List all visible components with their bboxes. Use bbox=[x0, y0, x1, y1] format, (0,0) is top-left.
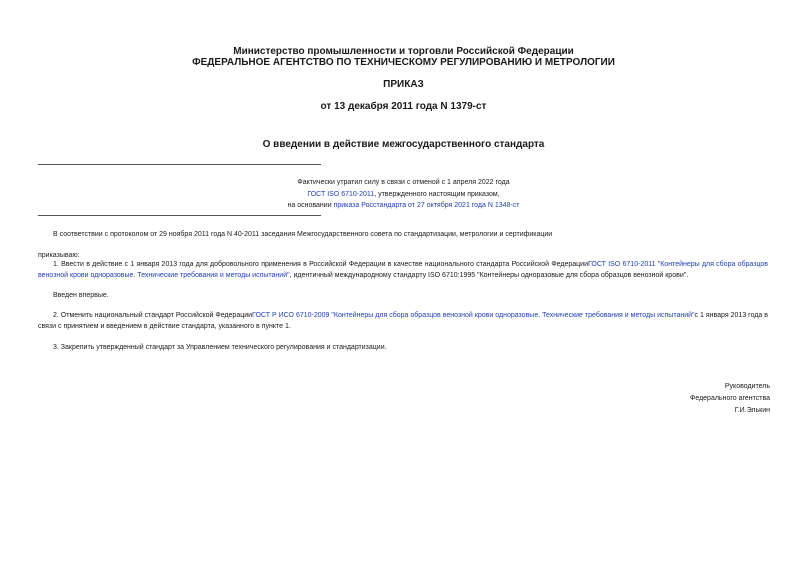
status-note-standard-link[interactable]: ГОСТ ISO 6710-2011 bbox=[307, 191, 375, 198]
doc-type-heading: ПРИКАЗ bbox=[383, 79, 424, 90]
item-1-suffix: , идентичный международному стандарту ISO 6710:1995 "Контейнеры одноразовые для сбора образцов венозной крови". bbox=[289, 272, 689, 279]
date-number-heading: от 13 декабря 2011 года N 1379-ст bbox=[320, 101, 487, 112]
divider-top bbox=[38, 164, 321, 165]
signatory-position-line1: Руководитель bbox=[724, 383, 770, 390]
item-1-note: Введен впервые. bbox=[53, 292, 109, 299]
status-note-line2-text: , утвержденного настоящим приказом, bbox=[374, 191, 500, 198]
status-note-line3-prefix: на основании bbox=[287, 202, 334, 209]
order-word: приказываю: bbox=[38, 252, 80, 259]
status-note-line3 bbox=[240, 200, 567, 212]
intro-paragraph: В соответствии с протоколом от 29 ноября 2011 года N 40-2011 заседания Межгосударственного совета по стандартизации, метрологии и сертификации bbox=[53, 231, 553, 238]
status-note-line1: Фактически утратил силу в связи с отменой с 1 апреля 2022 года bbox=[297, 179, 510, 186]
item-3-paragraph: 3. Закрепить утвержденный стандарт за Управлением технического регулирования и стандартизации. bbox=[53, 344, 387, 351]
agency-heading: ФЕДЕРАЛЬНОЕ АГЕНТСТВО ПО ТЕХНИЧЕСКОМУ РЕГУЛИРОВАНИЮ И МЕТРОЛОГИИ bbox=[192, 57, 615, 68]
item-2-text: 2. Отменить национальный стандарт Российской Федерации bbox=[53, 312, 253, 319]
document-title: О введении в действие межгосударственного стандарта bbox=[262, 139, 545, 150]
item-2-paragraph bbox=[38, 310, 768, 332]
item-1-paragraph bbox=[38, 259, 768, 281]
signatory-position-line2: Федерального агентства bbox=[690, 395, 770, 402]
gost-iso-6710-2011-link[interactable]: ГОСТ ISO 6710-2011 "Контейнеры для сбора образцов венозной крови одноразовые. Технические требования и методы испытаний" bbox=[38, 261, 768, 279]
rosstandart-order-link[interactable]: приказа Росстандарта от 27 октября 2021 года N 1348-ст bbox=[333, 202, 520, 209]
signatory-name: Г.И.Элькин bbox=[734, 407, 770, 414]
divider-bottom bbox=[38, 215, 321, 216]
item-1-text: 1. Ввести в действие с 1 января 2013 года для добровольного применения в Российской Федерации в качестве национального стандарта Российской Федерации bbox=[53, 261, 588, 268]
item-2-suffix: с 1 января 2013 года в связи с принятием и введением в действие стандарта, указанного в пункте 1. bbox=[38, 312, 768, 330]
gost-r-iso-6710-2009-link[interactable]: ГОСТ Р ИСО 6710-2009 "Контейнеры для сбора образцов венозной крови одноразовые. Технические требования и методы испытаний" bbox=[252, 312, 695, 319]
ministry-heading: Министерство промышленности и торговли Российской Федерации bbox=[233, 46, 574, 57]
